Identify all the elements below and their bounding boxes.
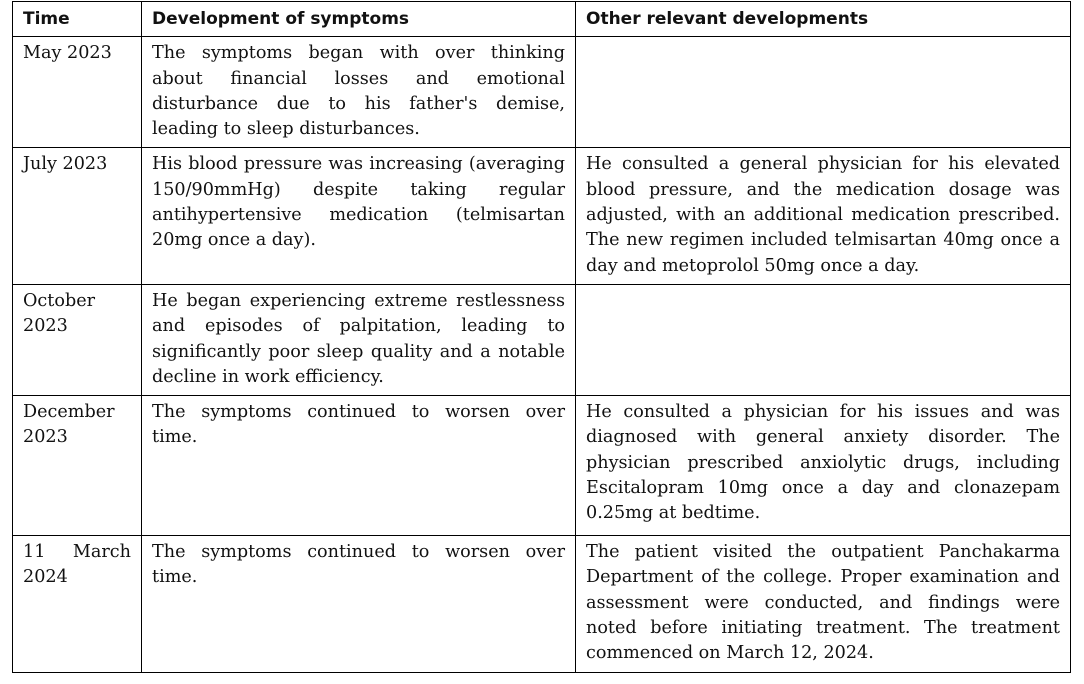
header-other: Other relevant developments (576, 2, 1071, 37)
other-cell: The patient visited the outpatient Panchakarma Department of the college. Proper examination and assessment were conducted, and findings were noted before initiating treatment. The treatment commenced on March 12, 2024. (576, 536, 1071, 672)
time-cell: October 2023 (13, 284, 142, 395)
development-cell: He began experiencing extreme restlessness and episodes of palpitation, leading to significantly poor sleep quality and a notable decline in work efficiency. (142, 284, 576, 395)
table-row (13, 284, 1071, 395)
time-cell: December 2023 (13, 396, 142, 536)
time-cell: July 2023 (13, 148, 142, 284)
header-time: Time (13, 2, 142, 37)
development-cell: His blood pressure was increasing (averaging 150/90mmHg) despite taking regular antihypertensive medication (telmisartan 20mg once a day). (142, 148, 576, 284)
symptom-timeline-table (12, 1, 1071, 673)
table-header-row (13, 2, 1071, 37)
time-cell: May 2023 (13, 37, 142, 148)
table-row (13, 148, 1071, 284)
other-cell (576, 37, 1071, 148)
development-cell: The symptoms began with over thinking about financial losses and emotional disturbance due to his father's demise, leading to sleep disturbances. (142, 37, 576, 148)
table-row (13, 536, 1071, 672)
other-cell: He consulted a general physician for his elevated blood pressure, and the medication dosage was adjusted, with an additional medication prescribed. The new regimen included telmisartan 40mg once a day and metoprolol 50mg once a day. (576, 148, 1071, 284)
table-row (13, 396, 1071, 536)
other-cell: He consulted a physician for his issues and was diagnosed with general anxiety disorder. The physician prescribed anxiolytic drugs, including Escitalopram 10mg once a day and clonazepam 0.25mg at bedtime. (576, 396, 1071, 536)
time-cell: 11 March 2024 (13, 536, 142, 672)
other-cell (576, 284, 1071, 395)
table-row (13, 37, 1071, 148)
header-development: Development of symptoms (142, 2, 576, 37)
development-cell: The symptoms continued to worsen over time. (142, 536, 576, 672)
development-cell: The symptoms continued to worsen over time. (142, 396, 576, 536)
